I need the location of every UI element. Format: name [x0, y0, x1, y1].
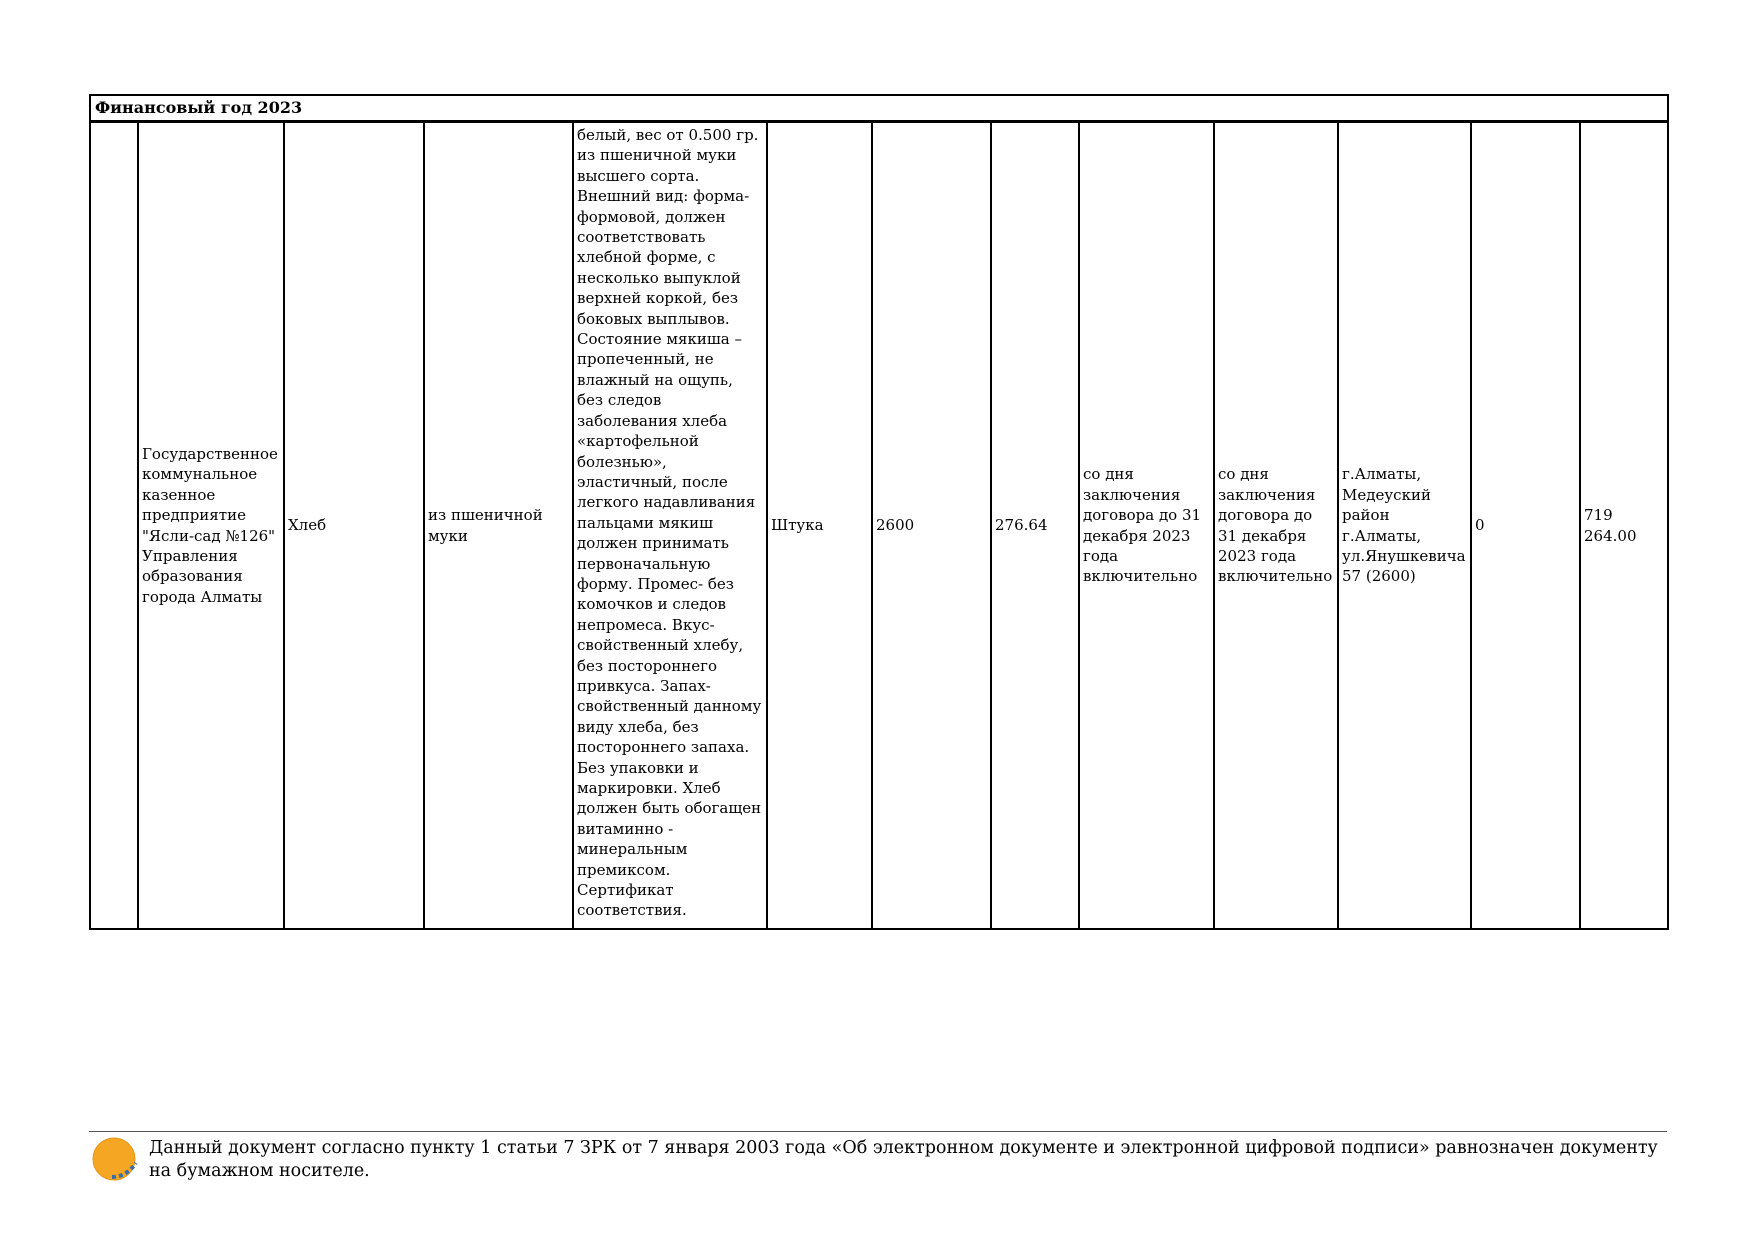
row-number-cell [90, 122, 138, 930]
contract-term-cell: со дня заключения договора до 31 декабря 2023 года включительно [1214, 122, 1338, 930]
fiscal-year-header: Финансовый год 2023 [90, 95, 1668, 122]
footer-legal-text: Данный документ согласно пункту 1 статьи 7 ЗРК от 7 января 2003 года «Об электронном документе и электронной цифровой подписи» равнозначен документу на бумажном носителе. [149, 1138, 1658, 1181]
description-cell: белый, вес от 0.500 гр. из пшеничной муки высшего сорта. Внешний вид: форма-формовой, должен соответствовать хлебной форме, с несколько выпуклой верхней коркой, без боковых выплывов. Состояние мякиша – пропеченный, не влажный на ощупь, без следов заболевания хлеба «картофельной болезнью», эластичный, после легкого надавливания пальцами мякиш должен принимать первоначальную форму. Промес- без комочков и следов непромеса. Вкус- свойственный хлебу, без постороннего привкуса. Запах- свойственный данному виду хлеба, без постороннего запаха. Без упаковки и маркировки. Хлеб должен быть обогащен витаминно - минеральным премиксом. Сертификат соответствия. [573, 122, 767, 930]
delivery-place-cell: г.Алматы, Медеуский район г.Алматы, ул.Янушкевича 57 (2600) [1338, 122, 1471, 930]
total-cell: 719 264.00 [1580, 122, 1668, 930]
procurement-table [89, 94, 1669, 930]
fiscal-year-row [90, 95, 1668, 122]
delivery-term-cell: со дня заключения договора до 31 декабря 2023 года включительно [1079, 122, 1214, 930]
customer-cell: Государственное коммунальное казенное предприятие "Ясли-сад №126" Управления образования города Алматы [138, 122, 284, 930]
item-name-cell: Хлеб [284, 122, 424, 930]
table-row [90, 122, 1668, 930]
advance-cell: 0 [1471, 122, 1580, 930]
unit-cell: Штука [767, 122, 872, 930]
quantity-cell: 2600 [872, 122, 991, 930]
characteristic-cell: из пшеничной муки [424, 122, 573, 930]
egov-seal-icon [92, 1133, 142, 1183]
price-cell: 276.64 [991, 122, 1079, 930]
footer-divider [89, 1131, 1667, 1132]
